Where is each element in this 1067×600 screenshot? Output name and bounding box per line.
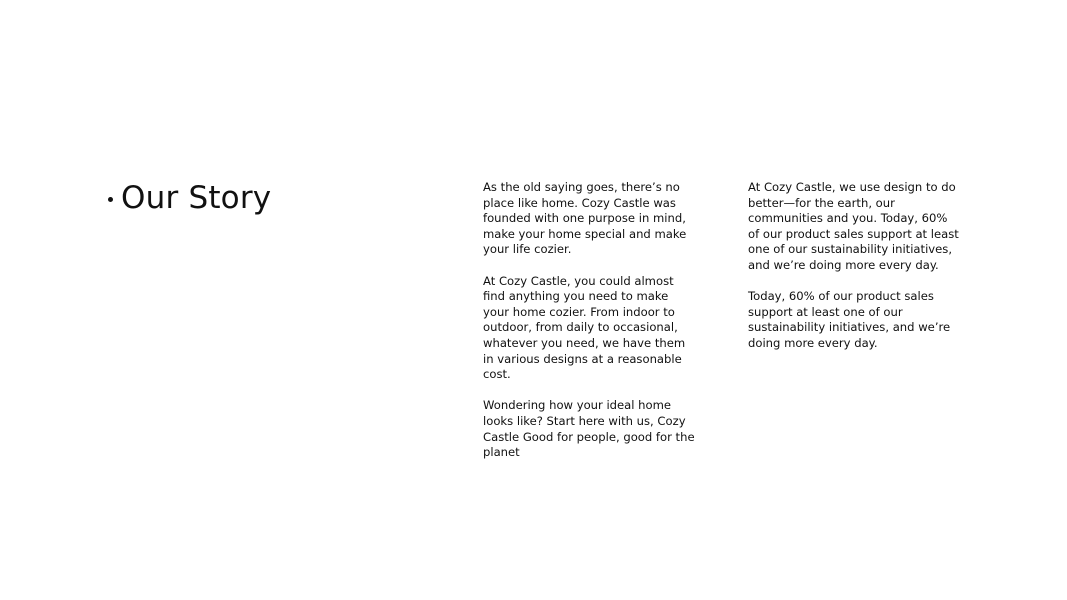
story-paragraph: Wondering how your ideal home looks like? Start here with us, Cozy Castle Good for people, good for the planet xyxy=(483,398,695,460)
story-column-left xyxy=(483,180,695,476)
title-block xyxy=(108,179,271,217)
story-column-right xyxy=(748,180,962,367)
bullet-icon xyxy=(108,197,113,202)
story-paragraph: Today, 60% of our product sales support at least one of our sustainability initiatives, and we’re doing more every day. xyxy=(748,289,951,350)
story-paragraph: At Cozy Castle, we use design to do better—for the earth, our communities and you. Today, 60% of our product sales support at least one of our sustainability initiatives, and we’re doing more every day. xyxy=(748,180,959,272)
page-title: Our Story xyxy=(121,180,272,216)
story-paragraph: As the old saying goes, there’s no place like home. Cozy Castle was founded with one purpose in mind, make your home special and make your life cozier. xyxy=(483,180,687,257)
story-paragraph: At Cozy Castle, you could almost find anything you need to make your home cozier. From indoor to outdoor, from daily to occasional, whatever you need, we have them in various designs at a reasonable cost. xyxy=(483,273,686,382)
